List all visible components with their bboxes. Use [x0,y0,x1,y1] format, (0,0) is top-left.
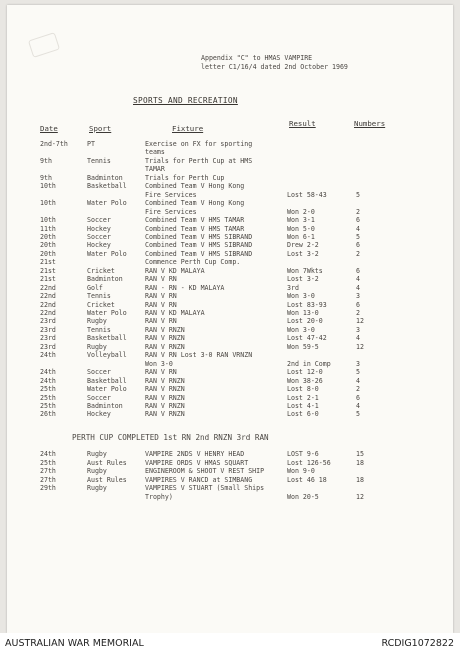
cell-date: 11th [40,224,56,233]
cell-result: Lost 2-1 [287,393,319,402]
cell-fixture: Combined Team V HMS SIBRAND [145,249,253,258]
cell-date: 20th [40,249,56,258]
table-row [0,411,460,420]
cell-fixture: RAN V RNZN [145,376,185,385]
cell-numbers: 2 [356,207,360,216]
cell-fixture: RAN V RN [145,292,177,301]
cell-numbers: 2 [356,249,360,258]
cell-result: Won 38-26 [287,376,323,385]
cell-sport: Aust Rules [87,475,127,484]
cell-date: 25th [40,458,56,467]
cell-result: Lost 20-0 [287,317,323,326]
cell-result: Lost 46 18 [287,475,327,484]
cell-sport: Badminton [87,275,123,284]
appendix-line-1: Appendix "C" to HMAS VAMPIRE [201,54,313,62]
cell-result: Won 7Wkts [287,266,323,275]
cell-result: Lost 8-0 [287,385,319,394]
header-numbers: Numbers [354,119,386,128]
cell-numbers: 4 [356,401,360,410]
cell-sport: Badminton [87,401,123,410]
cell-result: Lost 6-0 [287,410,319,419]
cell-numbers: 3 [356,292,360,301]
cell-sport: Hockey [87,224,111,233]
cell-fixture: Combined Team V Hong Kong [145,182,245,191]
cell-date: 20th [40,232,56,241]
cell-numbers: 6 [356,266,360,275]
cell-date: 21st [40,275,56,284]
cell-result: Won 5-0 [287,224,315,233]
cell-date: 10th [40,199,56,208]
cell-numbers: 12 [356,342,364,351]
cell-numbers: 4 [356,224,360,233]
cell-sport: Cricket [87,300,115,309]
cell-result: LOST 9-6 [287,450,319,458]
cell-sport: Water Polo [87,385,127,394]
cell-fixture: RAN V KD MALAYA [145,266,205,275]
cell-result: Won 9-0 [287,467,315,476]
cell-fixture: RAN V RN [145,275,177,284]
cell-fixture: RAN V RNZN [145,410,185,419]
cell-sport: Cricket [87,266,115,275]
cell-fixture: Combined Team V HMS SIBRAND [145,232,253,241]
cell-numbers: 6 [356,241,360,250]
cell-result: Lost 47-42 [287,334,327,343]
footer-reference: RCDIG1072822 [381,638,454,649]
cell-numbers: 4 [356,334,360,343]
cell-sport: Water Polo [87,199,127,208]
cell-fixture: VAMPIRES V RANCD at SIMBANG [145,475,253,484]
cell-result: Won 13-0 [287,309,319,317]
cell-result: Lost 83-93 [287,300,327,309]
cell-fixture: RAN V KD MALAYA [145,309,205,317]
archive-footer [0,633,460,654]
cell-date: 25th [40,401,56,410]
cell-sport: Golf [87,283,103,292]
cell-date: 25th [40,385,56,394]
cell-fixture: RAN - RN - KD MALAYA [145,283,225,292]
cell-date: 29th [40,484,56,493]
cell-fixture: Commence Perth Cup Comp. [145,258,241,267]
cell-fixture: RAN V RNZN [145,325,185,334]
cell-date: 23rd [40,325,56,334]
cell-sport: Aust Rules [87,458,127,467]
cell-numbers: 15 [356,450,364,458]
perth-cup-note: PERTH CUP COMPLETED 1st RN 2nd RNZN 3rd RAN [72,433,269,442]
cell-date: 24th [40,450,56,458]
cell-fixture: Combined Team V HMS SIBRAND [145,241,253,250]
cell-sport: Rugby [87,450,107,458]
cell-date: 23rd [40,317,56,326]
header-sport: Sport [89,124,112,133]
cell-sport: Tennis [87,292,111,301]
cell-sport: PT [87,140,95,148]
table-row [0,494,460,503]
cell-sport: Rugby [87,467,107,476]
cell-result: Drew 2-2 [287,241,319,250]
cell-sport: Hockey [87,410,111,419]
cell-date: 27th [40,467,56,476]
cell-fixture: Fire Services [145,190,197,199]
cell-result: 3rd [287,283,299,292]
cell-result: Lost 126-56 [287,458,331,467]
cell-fixture: Combined Team V Hong Kong [145,199,245,208]
cell-date: 22nd [40,300,56,309]
cell-sport: Volleyball [87,351,127,360]
cell-fixture: RAN V RN Lost 3-0 RAN VRNZN [145,351,253,360]
cell-fixture: RAN V RN [145,368,177,377]
cell-date: 22nd [40,309,56,317]
cell-fixture: RAN V RN [145,317,177,326]
cell-result: Lost 3-2 [287,249,319,258]
cell-fixture: Combined Team V HMS TAMAR [145,224,245,233]
cell-sport: Soccer [87,232,111,241]
cell-numbers: 18 [356,475,364,484]
cell-numbers: 4 [356,283,360,292]
cell-numbers: 5 [356,368,360,377]
cell-fixture: TAMAR [145,165,165,174]
header-result: Result [289,119,316,128]
cell-fixture: Fire Services [145,207,197,216]
cell-sport: Basketball [87,182,127,191]
cell-result: Won 6-1 [287,232,315,241]
cell-date: 20th [40,241,56,250]
cell-numbers: 5 [356,410,360,419]
cell-date: 9th [40,173,52,182]
cell-numbers: 2 [356,309,360,317]
cell-date: 22nd [40,283,56,292]
cell-result: Won 3-1 [287,216,315,225]
cell-numbers: 3 [356,359,360,368]
cell-sport: Badminton [87,173,123,182]
cell-date: 24th [40,368,56,377]
cell-date: 10th [40,182,56,191]
cell-fixture: RAN V RNZN [145,401,185,410]
cell-sport: Hockey [87,241,111,250]
cell-date: 27th [40,475,56,484]
page-title: SPORTS AND RECREATION [133,96,238,105]
cell-fixture: Combined Team V HMS TAMAR [145,216,245,225]
cell-sport: Soccer [87,216,111,225]
cell-result: Won 59-5 [287,342,319,351]
header-date: Date [40,124,58,133]
cell-sport: Rugby [87,484,107,493]
cell-date: 22nd [40,292,56,301]
cell-numbers: 2 [356,385,360,394]
cell-fixture: RAN V RNZN [145,393,185,402]
cell-result: Lost 12-0 [287,368,323,377]
footer-institution: AUSTRALIAN WAR MEMORIAL [5,638,144,649]
cell-result: Won 3-0 [287,325,315,334]
cell-numbers: 12 [356,317,364,326]
cell-numbers: 12 [356,493,364,501]
cell-numbers: 6 [356,300,360,309]
cell-numbers: 18 [356,458,364,467]
cell-sport: Soccer [87,393,111,402]
cell-fixture: Trials for Perth Cup at HMS [145,156,253,165]
cell-date: 21st [40,266,56,275]
cell-result: Lost 58-43 [287,190,327,199]
cell-date: 24th [40,376,56,385]
cell-numbers: 6 [356,393,360,402]
cell-sport: Basketball [87,376,127,385]
cell-result: 2nd in Comp [287,359,331,368]
cell-sport: Water Polo [87,249,127,258]
cell-result: Lost 3-2 [287,275,319,284]
cell-result: Won 3-0 [287,292,315,301]
cell-fixture: Trials for Perth Cup [145,173,225,182]
cell-date: 24th [40,351,56,360]
cell-date: 26th [40,410,56,419]
cell-fixture: Exercise on FX for sporting [145,140,253,148]
cell-numbers: 4 [356,376,360,385]
cell-numbers: 4 [356,275,360,284]
cell-fixture: ENGINEROOM & SHOOT V REST SHIP [145,467,265,476]
cell-sport: Rugby [87,342,107,351]
cell-numbers: 3 [356,325,360,334]
cell-result: Won 2-0 [287,207,315,216]
cell-sport: Basketball [87,334,127,343]
cell-numbers: 5 [356,232,360,241]
cell-result: Won 20-5 [287,493,319,501]
cell-numbers: 5 [356,190,360,199]
cell-fixture: teams [145,148,165,157]
cell-sport: Soccer [87,368,111,377]
cell-result: Lost 4-1 [287,401,319,410]
appendix-line-2: letter C1/16/4 dated 2nd October 1969 [201,63,348,71]
cell-fixture: VAMPIRE ORDS V HMAS SQUART [145,458,249,467]
cell-sport: Tennis [87,325,111,334]
cell-date: 2nd-7th [40,140,68,148]
cell-fixture: RAN V RN [145,300,177,309]
cell-date: 21st [40,258,56,267]
cell-fixture: RAN V RNZN [145,342,185,351]
cell-date: 9th [40,156,52,165]
cell-sport: Rugby [87,317,107,326]
cell-date: 10th [40,216,56,225]
cell-fixture: VAMPIRE 2NDS V HENRY HEAD [145,450,245,458]
cell-date: 23rd [40,334,56,343]
cell-fixture: RAN V RNZN [145,385,185,394]
cell-fixture: VAMPIRES V STUART (Small Ships [145,484,265,493]
header-fixture: Fixture [172,124,204,133]
cell-fixture: RAN V RNZN [145,334,185,343]
cell-fixture: Trophy) [145,493,173,501]
cell-numbers: 6 [356,216,360,225]
cell-fixture: Won 3-0 [145,359,173,368]
cell-sport: Tennis [87,156,111,165]
cell-sport: Water Polo [87,309,127,317]
cell-date: 23rd [40,342,56,351]
cell-date: 25th [40,393,56,402]
